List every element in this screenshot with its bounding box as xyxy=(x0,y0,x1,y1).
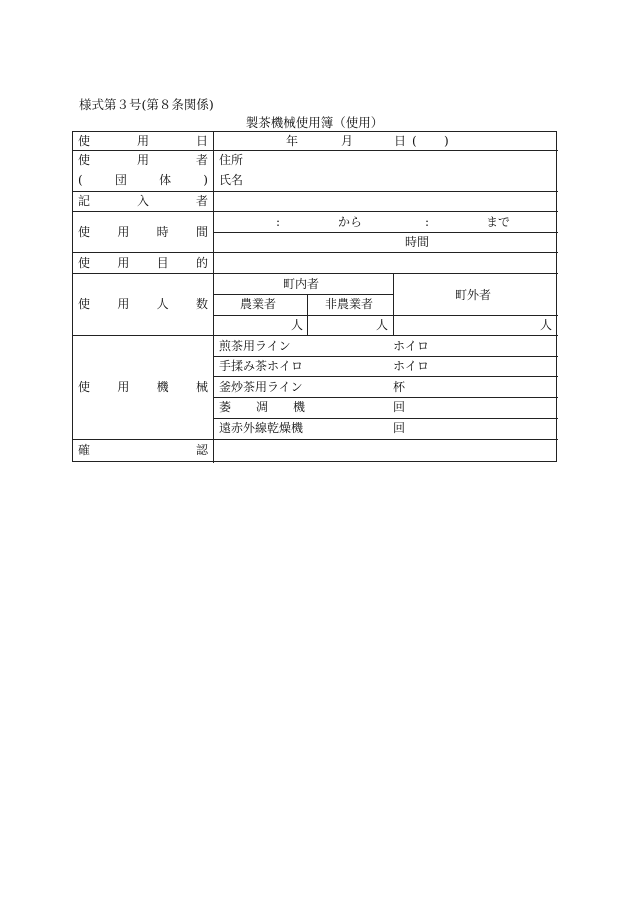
hours-label: 時間 xyxy=(405,235,430,249)
weekday-paren-close: ) xyxy=(444,134,449,148)
machine-name-char: 機 xyxy=(293,400,306,414)
label-confirmation: 確 認 xyxy=(78,443,208,457)
farmer-header: 農業者 xyxy=(240,297,277,311)
machine-name-char: 凋 xyxy=(256,400,269,414)
label-user-organization: ( 団 体 ) xyxy=(78,173,208,187)
row-divider xyxy=(73,335,558,336)
row-divider xyxy=(213,294,393,295)
user-name-label: 氏名 xyxy=(219,173,244,187)
usage-register-table xyxy=(72,131,557,462)
non-farmer-header: 非農業者 xyxy=(325,297,374,311)
machine-name: 手揉み茶ホイロ xyxy=(219,359,304,373)
form-number: 様式第３号(第８条関係) xyxy=(79,97,214,112)
row-divider xyxy=(73,211,558,212)
out-town-header: 町外者 xyxy=(455,288,492,302)
time-from-label: から xyxy=(338,215,363,229)
machine-unit: 回 xyxy=(393,400,406,414)
row-divider xyxy=(213,418,558,419)
label-machines: 使 用 機 械 xyxy=(78,380,208,394)
machine-name: 釜炒茶用ライン xyxy=(219,380,303,394)
label-purpose: 使 用 目 的 xyxy=(78,256,208,270)
row-divider xyxy=(213,232,558,233)
machine-unit: 回 xyxy=(393,421,406,435)
label-user: 使 用 者 xyxy=(78,153,208,167)
in-town-header: 町内者 xyxy=(283,277,320,291)
label-use-time: 使 用 時 間 xyxy=(78,225,208,239)
row-divider xyxy=(213,315,558,316)
machine-name: 煎茶用ライン xyxy=(219,339,291,353)
end-time-colon: : xyxy=(425,215,430,229)
row-divider xyxy=(213,376,558,377)
label-use-date: 使 用 日 xyxy=(78,134,208,148)
row-divider xyxy=(73,273,558,274)
label-users-count: 使 用 人 数 xyxy=(78,297,208,311)
row-divider xyxy=(73,150,558,151)
time-until-label: まで xyxy=(486,215,511,229)
row-divider xyxy=(213,356,558,357)
machine-unit: ホイロ xyxy=(393,339,430,353)
label-column-divider xyxy=(213,132,214,463)
machine-unit: 杯 xyxy=(393,380,406,394)
row-divider xyxy=(73,252,558,253)
farmer-count-unit: 人 xyxy=(291,318,304,332)
document-title: 製茶機械使用簿（使用） xyxy=(245,115,384,130)
machine-name-char: 萎 xyxy=(219,400,232,414)
user-address-label: 住所 xyxy=(219,153,244,167)
machine-name: 遠赤外線乾燥機 xyxy=(219,421,304,435)
non-farmer-count-unit: 人 xyxy=(376,318,389,332)
machine-unit: ホイロ xyxy=(393,359,430,373)
use-date-day: 日 xyxy=(394,134,407,148)
start-time-colon: : xyxy=(276,215,281,229)
out-town-count-unit: 人 xyxy=(540,318,553,332)
row-divider xyxy=(213,397,558,398)
weekday-paren-open: ( xyxy=(412,134,417,148)
in-out-town-divider xyxy=(393,273,394,335)
row-divider xyxy=(73,191,558,192)
row-divider xyxy=(73,439,558,440)
farmer-divider xyxy=(307,294,308,335)
use-date-year: 年 xyxy=(286,134,299,148)
label-recorder: 記 入 者 xyxy=(78,194,208,208)
use-date-month: 月 xyxy=(341,134,354,148)
